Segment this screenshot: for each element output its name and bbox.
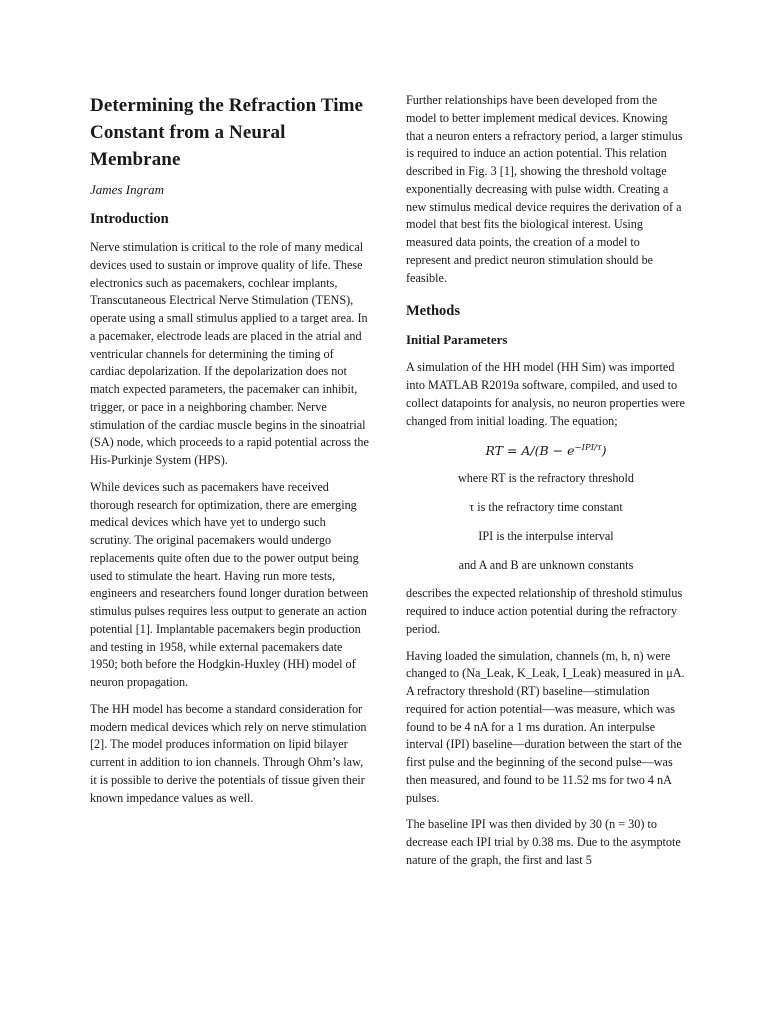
initial-parameters-heading: Initial Parameters	[406, 332, 508, 348]
definition-ipi: IPI is the interpulse interval	[478, 528, 614, 543]
paper-title: Determining the Refraction Time Constant from a Neural Membrane	[90, 95, 364, 170]
right-column	[406, 92, 686, 879]
definition-tau: τ is the refractory time constant	[469, 500, 623, 515]
intro-paragraph-3: The HH model has become a standard consideration for modern medical devices which rely on nerve stimulation [2]. The model produces information on lipid bilayer current in addition to ion channels. Through Ohm’s law, it is possible to derive the potentials of tissue given their known impedance values as well.	[90, 701, 367, 805]
simulation-paragraph: A simulation of the HH model (HH Sim) was imported into MATLAB R2019a software, compiled, and used to collect datapoints for analysis, no neuron properties were changed from initial loading. The equation;	[406, 360, 685, 428]
relationships-paragraph: Further relationships have been developed from the model to better implement medical devices. Knowing that a neuron enters a refractory period, a larger stimulus is required to induce an action potential. This relation described in Fig. 3 [1], showing the threshold voltage exponentially decreasing with pulse width. Creating a new stimulus medical device requires the derivation of a model that best fits the biological interest. Using measured data points, the creation of a model to represent and predict neuron stimulation should be feasible.	[406, 93, 683, 285]
intro-paragraph-1: Nerve stimulation is critical to the role of many medical devices used to sustain or improve quality of life. These electronics such as pacemakers, cochlear implants, Transcutaneous Electrical Nerve Stimulation (TENS), operate using a small stimulus applied to a target area. In a pacemaker, electrode leads are placed in the atrial and ventricular channels for determining the timing of cardiac depolarization. If the depolarization does not match expected parameters, the pacemaker can inhibit, trigger, or pace in a neighboring chamber. Nerve stimulation of the cardiac muscle begins in the sinoatrial (SA) node, which proceeds to a rapid potential across the His-Purkinje System (HPS).	[90, 240, 369, 467]
introduction-heading: Introduction	[90, 211, 169, 227]
methods-heading: Methods	[406, 303, 460, 320]
definition-ab: and A and B are unknown constants	[458, 557, 634, 572]
definition-rt: where RT is the refractory threshold	[457, 471, 635, 486]
equation-exponent: −IPI/τ	[574, 443, 602, 454]
loaded-simulation-paragraph: Having loaded the simulation, channels (m, h, n) were changed to (Na_Leak, K_Leak, I_Leak) measured in μA. A refractory threshold (RT) baseline—stimulation required for action potential—was measure, which was found to be 4 nA for a 1 ms duration. An interpulse interval (IPI) baseline—duration between the start of the first pulse and the beginning of the second pulse—was then measured, and found to be 11.52 ms for two 4 nA pulses.	[406, 648, 685, 805]
intro-paragraph-2: While devices such as pacemakers have received thorough research for optimization, there are emerging medical devices which have yet to undergo such scrutiny. The original pacemakers would undergo replacements quite often due to the power output being used to stimulate the heart. Having run more tests, engineers and researchers found longer duration between stimulus pulses requires less output to generate an action potential [1]. Implantable pacemakers begin production and testing in 1958, while external pacemakers date 1950; both before the Hodgkin-Huxley (HH) model of neuron propagation.	[90, 479, 369, 689]
refractory-equation	[406, 439, 686, 460]
author-name: James Ingram	[90, 182, 165, 197]
describes-paragraph: describes the expected relationship of threshold stimulus required to induce action potential during the refractory period.	[406, 586, 683, 636]
left-column	[90, 92, 370, 816]
baseline-ipi-paragraph: The baseline IPI was then divided by 30 (n = 30) to decrease each IPI trial by 0.38 ms. Due to the asymptote nature of the graph, the first and last 5	[406, 817, 681, 867]
equation-close: )	[601, 443, 607, 459]
equation-main: RT = A/(B − e	[485, 443, 575, 459]
